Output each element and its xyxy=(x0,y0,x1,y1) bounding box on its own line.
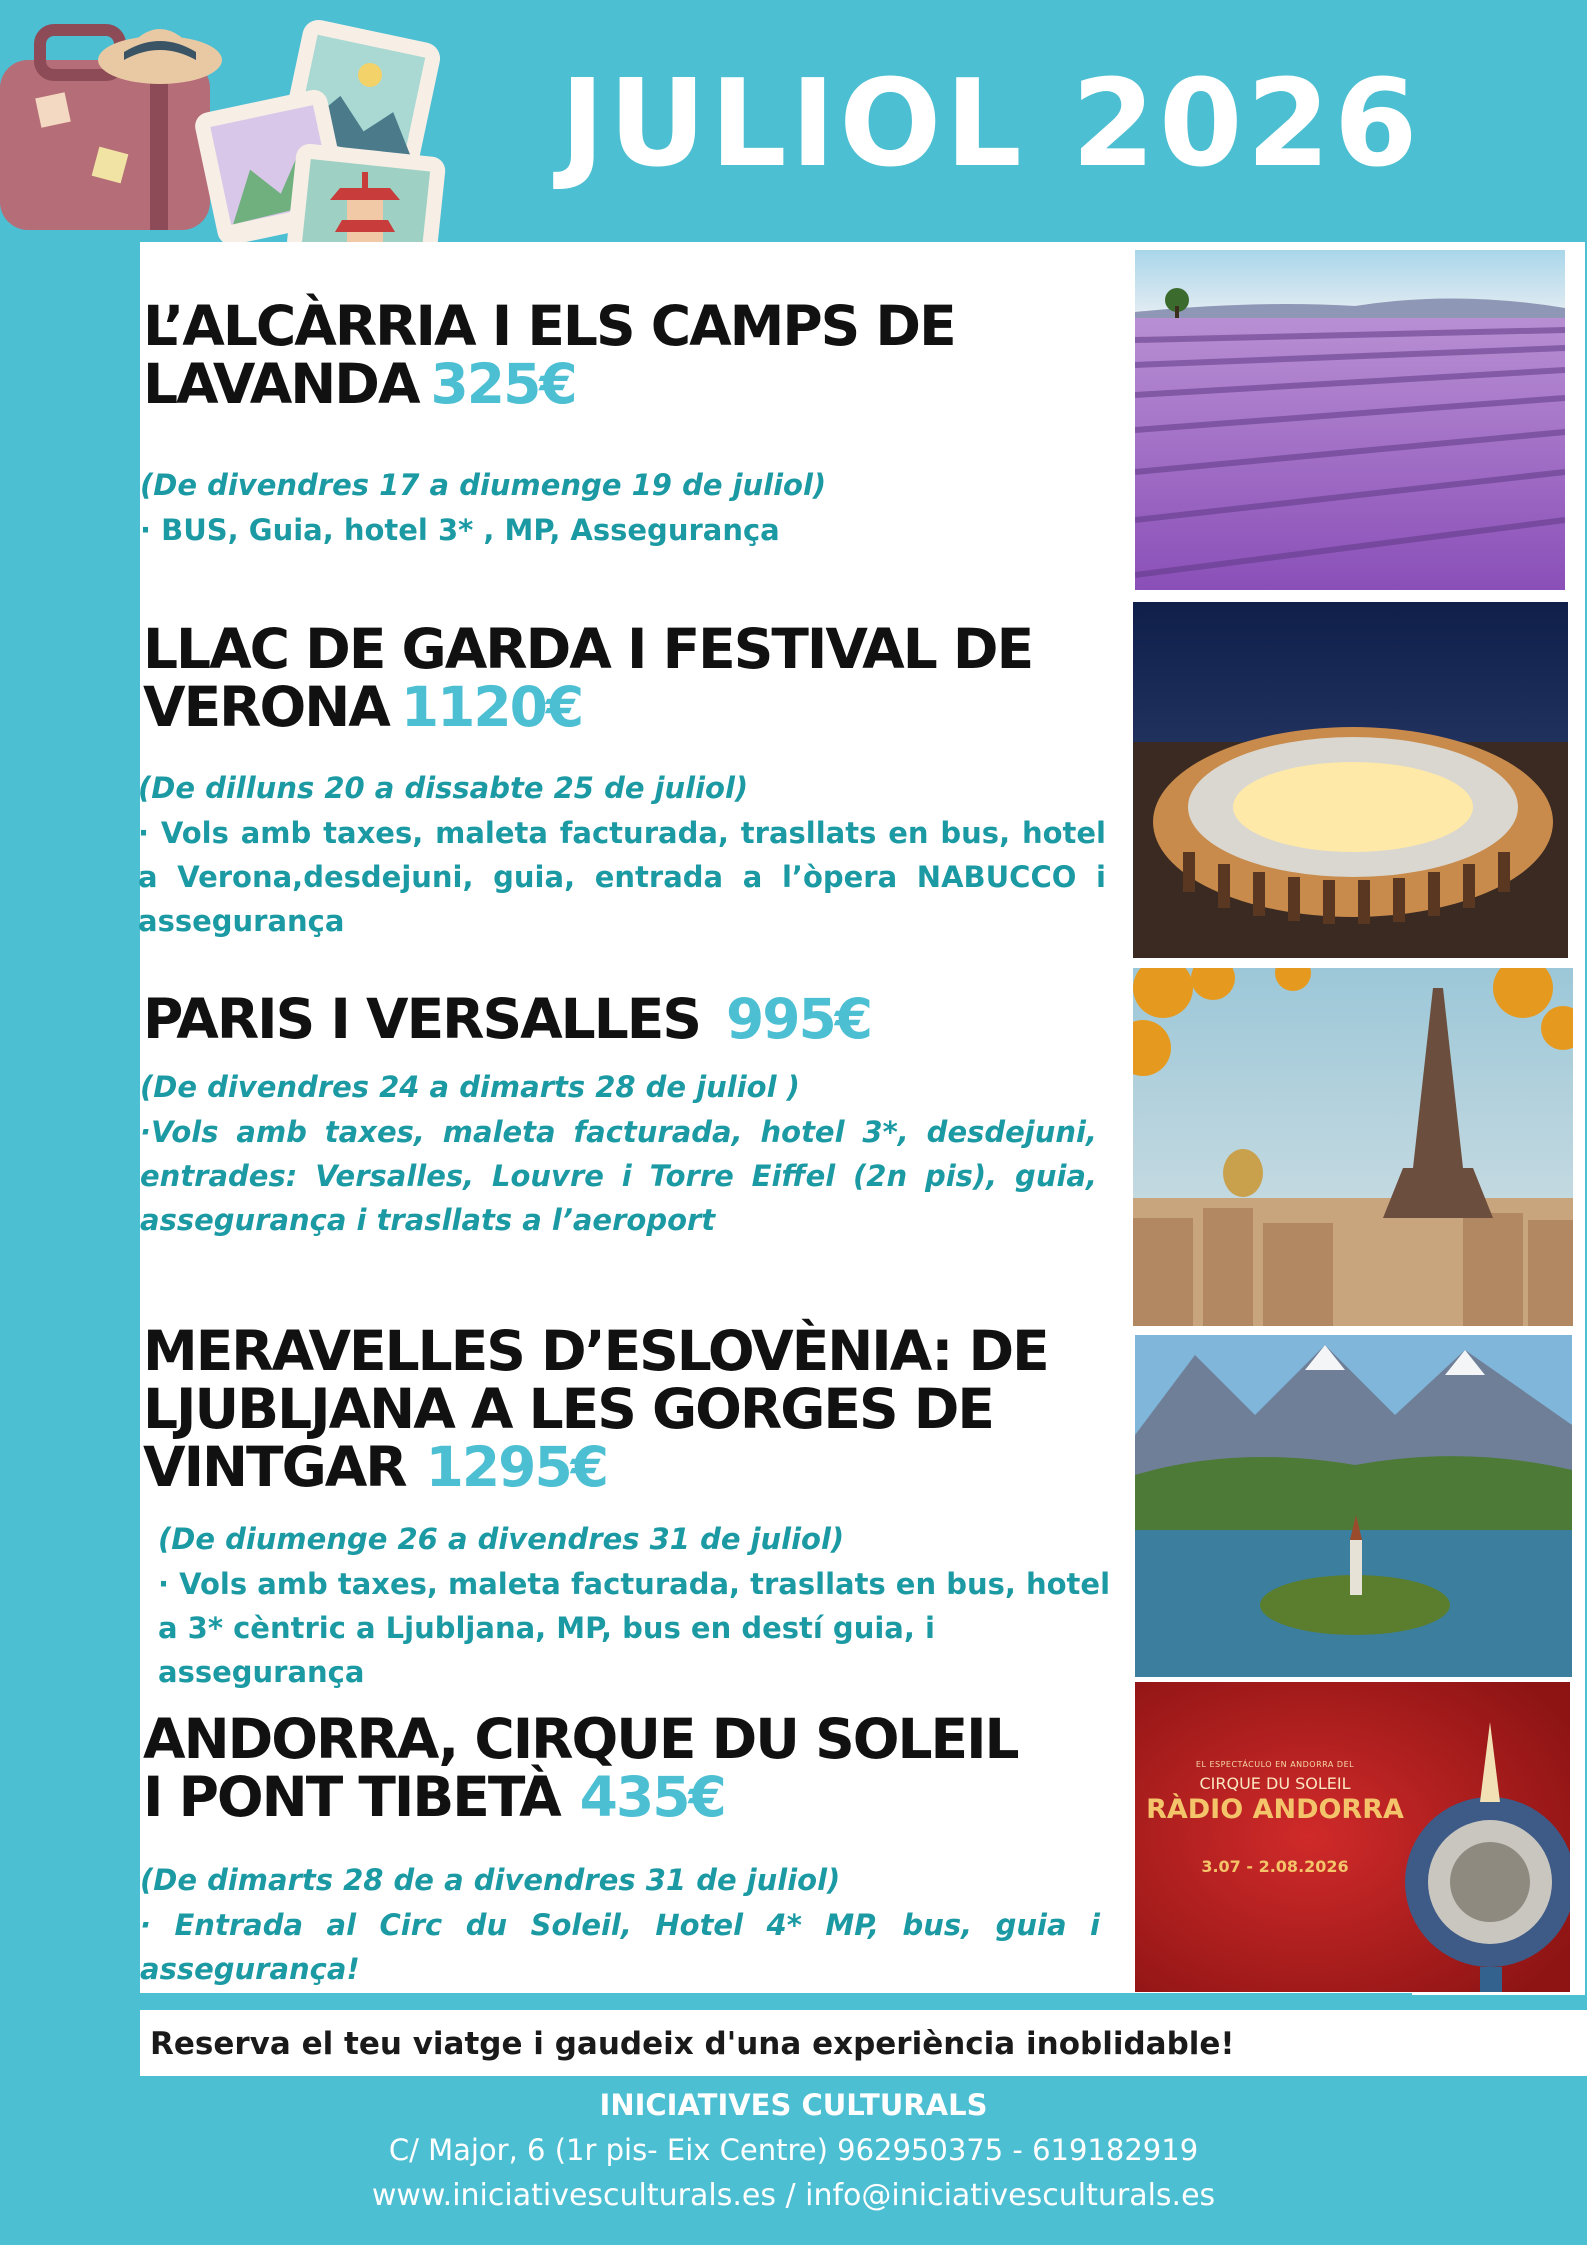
trip-details: · BUS, Guia, hotel 3* , MP, Assegurança xyxy=(140,513,780,547)
trip-price: 435€ xyxy=(579,1765,725,1829)
trip-title-text: L’ALCÀRRIA I ELS CAMPS DE LAVANDA xyxy=(143,294,955,416)
trip-title-lavanda xyxy=(143,294,1123,416)
trip-dates: (De divendres 17 a diumenge 19 de juliol) xyxy=(140,468,827,502)
verona-arena-photo xyxy=(1133,602,1568,958)
trip-details: · Entrada al Circ du Soleil, Hotel 4* MP, bus, guia i assegurança! xyxy=(140,1908,1100,1986)
trip-title-andorra xyxy=(143,1707,1043,1829)
footer-org: INICIATIVES CULTURALS xyxy=(599,2088,988,2122)
trip-dates: (De diumenge 26 a divendres 31 de juliol) xyxy=(158,1522,845,1556)
paris-eiffel-photo xyxy=(1133,968,1573,1326)
trip-dates: (De dimarts 28 de a divendres 31 de juliol) xyxy=(140,1863,841,1897)
trip-title-text: MERAVELLES D’ESLOVÈNIA: DE LJUBLJANA A LES GORGES DE VINTGAR xyxy=(143,1319,1048,1499)
lavender-field-photo xyxy=(1135,250,1565,590)
footer-address: C/ Major, 6 (1r pis- Eix Centre) 962950375 - 619182919 xyxy=(388,2133,1199,2167)
trip-dates: (De dilluns 20 a dissabte 25 de juliol) xyxy=(138,771,749,805)
divider xyxy=(140,1993,1412,2005)
trip-title-garda xyxy=(143,617,1123,739)
poster-name: RÀDIO ANDORRA xyxy=(1146,1794,1404,1825)
trip-details: · Vols amb taxes, maleta facturada, trasllats en bus, hotel a Verona,desdejuni, guia, entrada a l’òpera NABUCCO i assegurança xyxy=(138,816,1106,938)
poster-small-text: EL ESPECTÁCULO EN ANDORRA DEL xyxy=(1195,1760,1355,1769)
trip-price: 1295€ xyxy=(425,1435,607,1499)
trip-price: 1120€ xyxy=(400,675,583,739)
page-title: JULIOL 2026 xyxy=(560,55,1422,194)
trip-title-eslovenia xyxy=(143,1319,1103,1499)
trip-price: 325€ xyxy=(430,352,576,416)
poster-dates: 3.07 - 2.08.2026 xyxy=(1201,1857,1349,1876)
cirque-du-soleil-poster xyxy=(1135,1682,1570,1992)
trip-title-text: LLAC DE GARDA I FESTIVAL DE VERONA xyxy=(143,617,1033,739)
cta-text: Reserva el teu viatge i gaudeix d'una experiència inoblidable! xyxy=(150,2026,1235,2062)
trip-details: ·Vols amb taxes, maleta facturada, hotel 3*, desdejuni, entrades: Versalles, Louvre i Torre Eiffel (2n pis), guia, assegurança i trasllats a l’aeroport xyxy=(140,1115,1097,1237)
lake-bled-photo xyxy=(1135,1335,1572,1677)
trip-details: · Vols amb taxes, maleta facturada, trasllats en bus, hotel a 3* cèntric a Ljubljana, MP, bus en destí guia, i assegurança xyxy=(158,1567,1111,1689)
trip-title-text: ANDORRA, CIRQUE DU SOLEIL I PONT TIBETÀ xyxy=(143,1707,1018,1829)
poster-brand: CIRQUE DU SOLEIL xyxy=(1199,1774,1351,1793)
trip-price: 995€ xyxy=(725,987,872,1051)
trip-title-paris xyxy=(143,987,1123,1051)
footer-web: www.iniciativesculturals.es / info@iniciativesculturals.es xyxy=(371,2178,1216,2213)
trip-title-text: PARIS I VERSALLES xyxy=(143,987,700,1051)
trip-dates: (De divendres 24 a dimarts 28 de juliol ) xyxy=(140,1070,800,1104)
